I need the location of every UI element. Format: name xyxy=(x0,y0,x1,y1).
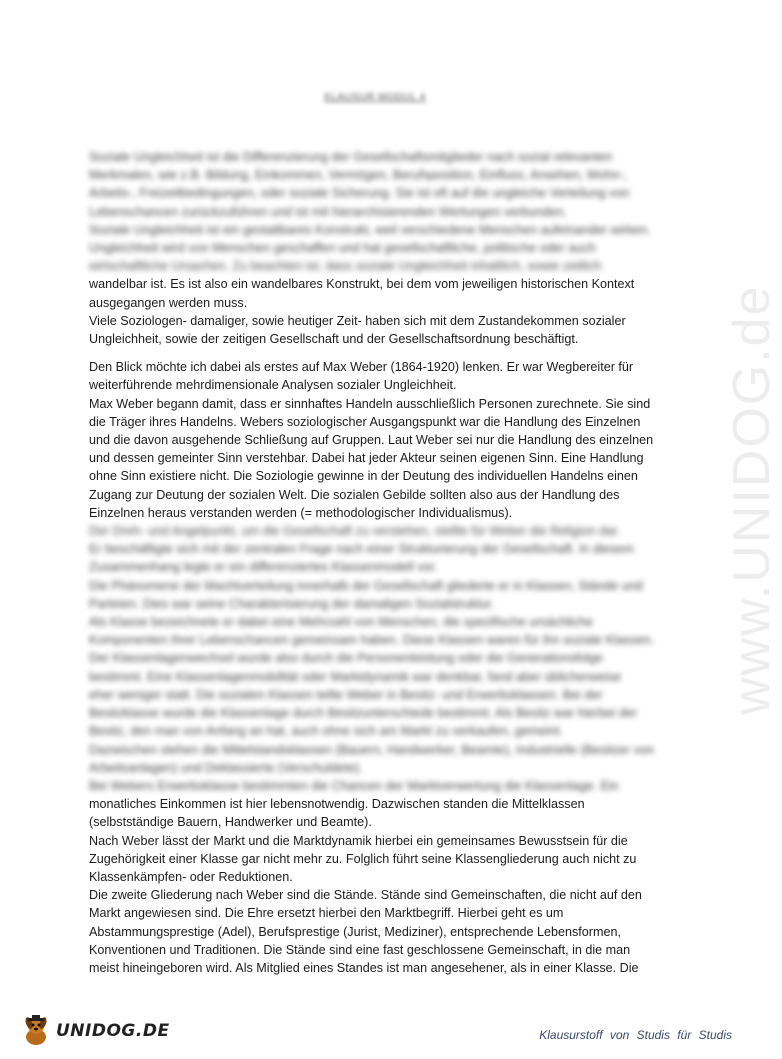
text-line: Lebenschancen zurückzuführen und ist mit hierarchisierenden Wertungen verbunden. xyxy=(89,204,567,219)
text-line: und dessen gemeinter Sinn verstehbar. Dabei hat jeder Akteur seinen eigenen Sinn. Eine Handlung xyxy=(89,451,644,466)
dog-mascot-icon xyxy=(18,1013,54,1049)
text-line: Zugehörigkeit einer Klasse gar nicht mehr zu. Folglich führt seine Klassengliederung auch nicht zu xyxy=(89,851,637,866)
text-line: ausgegangen werden muss. xyxy=(89,295,248,310)
text-line: Abstammungsprestige (Adel), Berufsprestige (Jurist, Mediziner), entsprechende Lebensformen, xyxy=(89,924,621,939)
paragraph-gap xyxy=(89,348,669,358)
text-line: meist hineingeboren wird. Als Mitglied eines Standes ist man angesehener, als in einer Klasse. Die xyxy=(89,960,639,975)
text-line: Besitz, den man von Anfang an hat, auch ohne sich am Markt zu verkaufen, gemeint. xyxy=(89,724,563,739)
text-line: wandelbar ist. Es ist also ein wandelbares Konstrukt, bei dem vom jeweiligen historischen Kontext xyxy=(89,277,635,292)
document-title: KLAUSUR MODUL 4 xyxy=(324,92,426,103)
text-line: Den Blick möchte ich dabei als erstes auf Max Weber (1864-1920) lenken. Er war Wegbereiter für xyxy=(89,360,634,375)
text-line: bestimmt. Eine Klassenlagenmobilität oder Marktdynamik war denkbar, fand aber üblicherweise xyxy=(89,669,621,684)
text-line: Dazwischen stehen die Mittelstandsklassen (Bauern, Handwerker, Beamte), Industrielle (Besitzer von xyxy=(89,742,654,757)
text-line: Bei Webers Erwerbsklasse bestimmten die Chancen der Marktverwertung die Klassenlage. Ein xyxy=(89,778,619,793)
text-line: Als Klasse bezeichnete er dabei eine Mehrzahl von Menschen, die spezifische ursächliche xyxy=(89,615,594,630)
text-line: Einzelnen heraus verstanden werden (= methodologischer Individualismus). xyxy=(89,505,513,520)
text-line: die Träger ihres Handelns. Webers soziologischer Ausgangspunkt war die Handlung des Einzelnen xyxy=(89,414,641,429)
text-line: Parteien. Dies war seine Charakterisierung der damaligen Sozialstruktur. xyxy=(89,596,495,611)
text-line: Viele Soziologen- damaliger, sowie heutiger Zeit- haben sich mit dem Zustandekommen sozialer xyxy=(89,313,626,328)
text-line: Ungleichheit, sowie der zeitigen Gesellschaft und der Gesellschaftsordnung beschäftigt. xyxy=(89,332,579,347)
text-line: Arbeits-, Freizeitbedingungen, oder soziale Sicherung. Sie ist oft auf die ungleiche Verteilung von xyxy=(89,186,630,201)
footer-slogan: Klausurstoff von Studis für Studis xyxy=(539,1028,732,1042)
text-line: Soziale Ungleichheit ist die Differenzierung der Gesellschaftsmitglieder nach sozial relevanten xyxy=(89,150,613,164)
text-line: Klassenkämpfen- oder Reduktionen. xyxy=(89,869,293,884)
logo-text: UNIDOG.DE xyxy=(56,1021,170,1041)
text-line: und die davon ausgehende Schließung auf Gruppen. Laut Weber sei nur die Handlung des einzelnen xyxy=(89,433,654,448)
text-line: Max Weber begann damit, dass er sinnhaftes Handeln ausschließlich Personen zurechnete. Sie sind xyxy=(89,396,651,411)
text-line: (selbstständige Bauern, Handwerker und Beamte). xyxy=(89,815,372,830)
text-line: Zusammenhang legte er ein differenziertes Klassenmodell vor. xyxy=(89,560,438,575)
text-line: wirtschaftliche Ursachen. Zu beachten ist, dass soziale Ungleichheit inhaltlich, sowie zeitlich xyxy=(89,259,602,274)
text-line: eher weniger statt. Die sozialen Klassen teilte Weber in Besitz- und Erwerbsklassen. Bei der xyxy=(89,687,603,702)
text-line: Soziale Ungleichheit ist ein gestaltbares Konstrukt, weil verschiedene Menschen aufeinander wirken. xyxy=(89,222,651,237)
text-line: ohne Sinn existiere nicht. Die Soziologie gewinne in der Deutung des individuellen Handelns einen xyxy=(89,469,638,484)
text-line: Merkmalen, wie z.B. Bildung, Einkommen, Vermögen, Berufsposition, Einfluss, Ansehen, Wohn-, xyxy=(89,168,628,183)
text-line: Der Klassenlagenwechsel wurde also durch die Personenleistung oder die Generationsfolge xyxy=(89,651,603,666)
text-line: Besitzklasse wurde die Klassenlage durch Besitzunterschiede bestimmt. Als Besitz war hierbei der xyxy=(89,706,638,721)
text-line: monatliches Einkommen ist hier lebensnotwendig. Dazwischen standen die Mittelklassen xyxy=(89,797,585,812)
text-line: Komponenten ihrer Lebenschancen gemeinsam haben. Diese Klassen waren für ihn soziale Klassen. xyxy=(89,633,654,648)
text-line: Zugang zur Deutung der sozialen Welt. Die sozialen Gebilde sollten also aus der Handlung des xyxy=(89,487,620,502)
footer-logo[interactable] xyxy=(18,1012,170,1050)
text-line: Er beschäftigte sich mit der zentralen Frage nach einer Strukturierung der Gesellschaft. In diesem xyxy=(89,542,634,557)
text-line: Ungleichheit wird von Menschen geschaffen und hat gesellschaftliche, politische oder auch xyxy=(89,241,596,256)
text-line: Markt angewiesen sind. Die Ehre ersetzt hierbei den Marktbegriff. Hierbei geht es um xyxy=(89,906,564,921)
text-line: Die Phänomene der Machtverteilung innerhalb der Gesellschaft gliederte er in Klassen, Stände und xyxy=(89,578,643,593)
watermark: www.UNIDOG.de xyxy=(723,284,781,715)
text-line: Konventionen und Traditionen. Die Stände sind eine fast geschlossene Gemeinschaft, in die man xyxy=(89,942,631,957)
text-line: Die zweite Gliederung nach Weber sind die Stände. Stände sind Gemeinschaften, die nicht auf den xyxy=(89,888,642,903)
document-body xyxy=(89,148,669,977)
text-line: Arbeitsanlagen) und Deklassierte (Verschuldete). xyxy=(89,760,363,775)
text-line: Der Dreh- und Angelpunkt, um die Gesellschaft zu verstehen, stellte für Weber die Religion dar. xyxy=(89,524,621,539)
text-line: Nach Weber lässt der Markt und die Marktdynamik hierbei ein gemeinsames Bewusstsein für die xyxy=(89,833,628,848)
text-line: weiterführende mehrdimensionale Analysen sozialer Ungleichheit. xyxy=(89,378,457,393)
